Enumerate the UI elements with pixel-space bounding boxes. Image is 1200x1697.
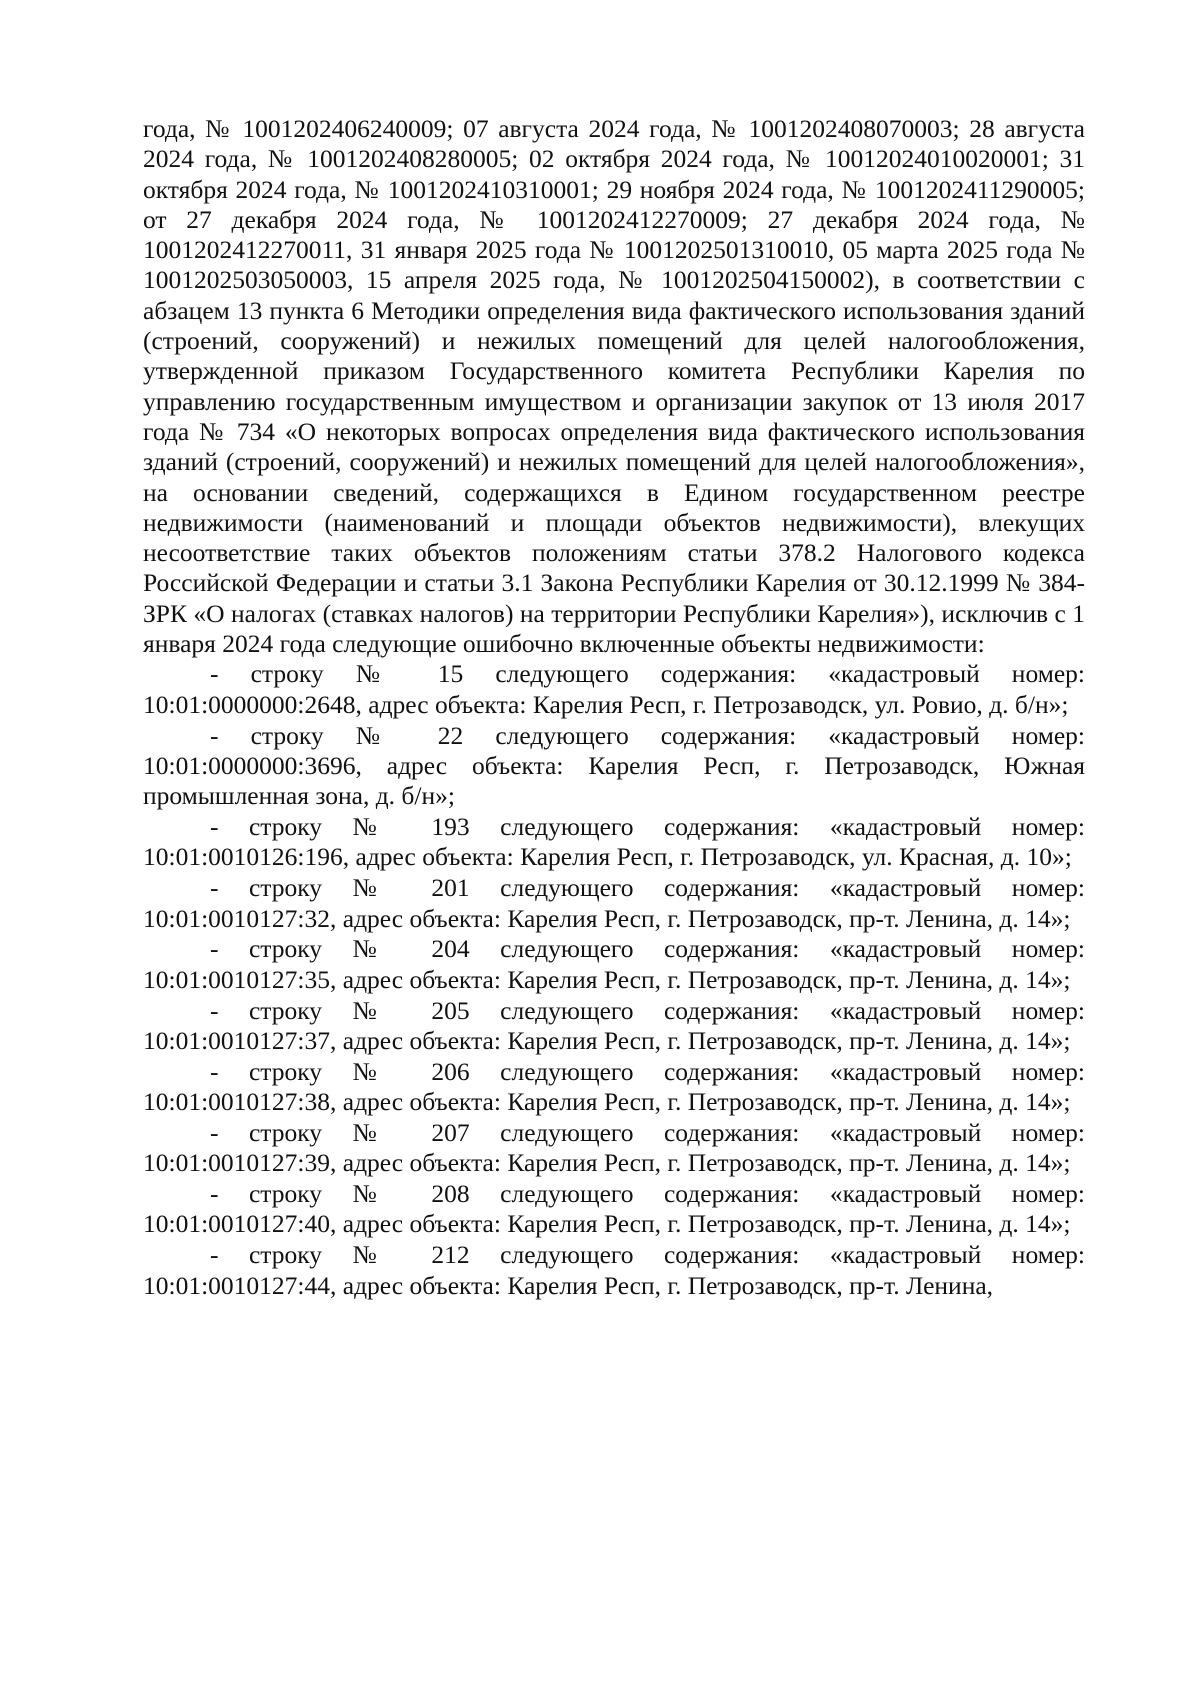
list-item: - строку № 22 следующего содержания: «кадастровый номер: 10:01:0000000:3696, адрес объекта: Карелия Респ, г. Петрозаводск, Южная промышленная зона, д. б/н»;	[143, 720, 1085, 811]
list-item: - строку № 208 следующего содержания: «кадастровый номер: 10:01:0010127:40, адрес объекта: Карелия Респ, г. Петрозаводск, пр-т. Ленина, д. 14»;	[143, 1179, 1085, 1239]
list-item: - строку № 207 следующего содержания: «кадастровый номер: 10:01:0010127:39, адрес объекта: Карелия Респ, г. Петрозаводск, пр-т. Ленина, д. 14»;	[143, 1117, 1085, 1178]
list-item: - строку № 201 следующего содержания: «кадастровый номер: 10:01:0010127:32, адрес объекта: Карелия Респ, г. Петрозаводск, пр-т. Ленина, д. 14»;	[143, 873, 1085, 933]
list-item: - строку № 193 следующего содержания: «кадастровый номер: 10:01:0010126:196, адрес объекта: Карелия Респ, г. Петрозаводск, ул. Красная, д. 10»;	[143, 812, 1085, 872]
list-item: - строку № 205 следующего содержания: «кадастровый номер: 10:01:0010127:37, адрес объекта: Карелия Респ, г. Петрозаводск, пр-т. Ленина, д. 14»;	[143, 995, 1085, 1055]
list-item: - строку № 204 следующего содержания: «кадастровый номер: 10:01:0010127:35, адрес объекта: Карелия Респ, г. Петрозаводск, пр-т. Ленина, д. 14»;	[143, 934, 1085, 994]
document-body	[143, 114, 1085, 1302]
list-item: - строку № 206 следующего содержания: «кадастровый номер: 10:01:0010127:38, адрес объекта: Карелия Респ, г. Петрозаводск, пр-т. Ленина, д. 14»;	[143, 1056, 1085, 1117]
list-item: - строку № 15 следующего содержания: «кадастровый номер: 10:01:0000000:2648, адрес объекта: Карелия Респ, г. Петрозаводск, ул. Ровио, д. б/н»;	[143, 659, 1085, 719]
intro-paragraph: года, № 1001202406240009; 07 августа 2024 года, № 1001202408070003; 28 августа 2024 года, № 1001202408280005; 02 октября 2024 года, № 10012024010020001; 31 октября 2024 года, № 1001202410310001; 29 ноября 2024 года, № 1001202411290005; от 27 декабря 2024 года, № 1001202412270009; 27 декабря 2024 года, № 1001202412270011, 31 января 2025 года № 1001202501310010, 05 марта 2025 года № 1001202503050003, 15 апреля 2025 года, № 1001202504150002), в соответствии с абзацем 13 пункта 6 Методики определения вида фактического использования зданий (строений, сооружений) и нежилых помещений для целей налогообложения, утвержденной приказом Государственного комитета Республики Карелия по управлению государственным имуществом и организации закупок от 13 июля 2017 года № 734 «О некоторых вопросах определения вида фактического использования зданий (строений, сооружений) и нежилых помещений для целей налогообложения», на основании сведений, содержащихся в Едином государственном реестре недвижимости (наименований и площади объектов недвижимости), влекущих несоответствие таких объектов положениям статьи 378.2 Налогового кодекса Российской Федерации и статьи 3.1 Закона Республики Карелия от 30.12.1999 № 384-ЗРК «О налогах (ставках налогов) на территории Республики Карелия»), исключив с 1 января 2024 года следующие ошибочно включенные объекты недвижимости:	[143, 114, 1085, 659]
list-item: - строку № 212 следующего содержания: «кадастровый номер: 10:01:0010127:44, адрес объекта: Карелия Респ, г. Петрозаводск, пр-т. Ленина,	[143, 1240, 1085, 1300]
